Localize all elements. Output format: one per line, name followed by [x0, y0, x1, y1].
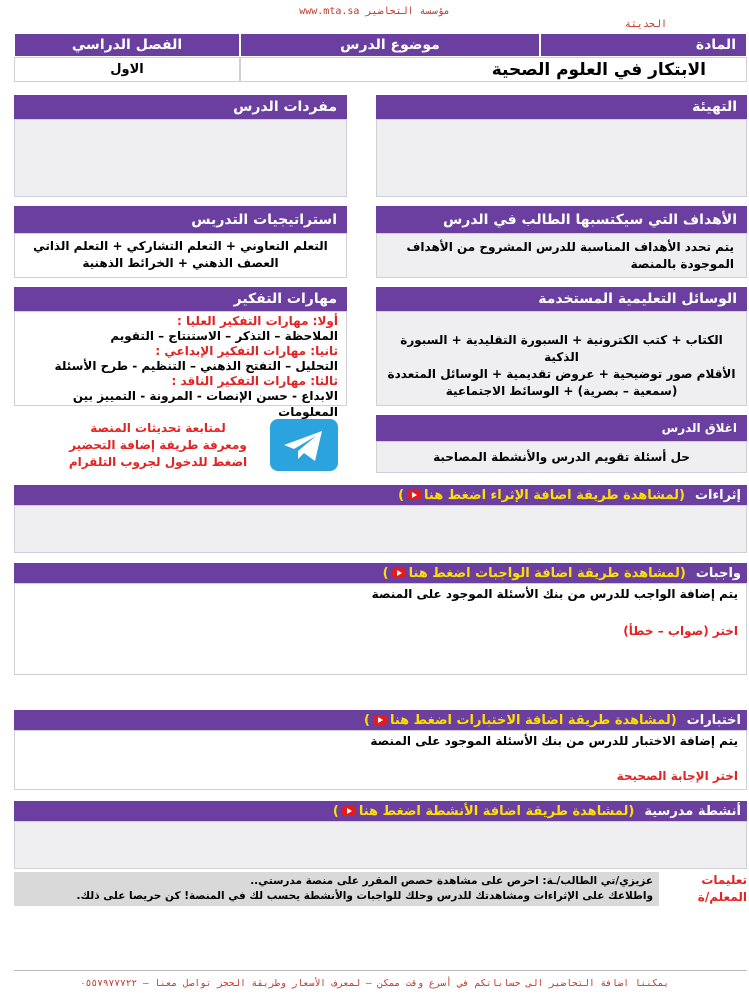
homework-text: يتم إضافة الواجب للدرس من بنك الأسئلة الموجود على المنصة [371, 587, 738, 601]
closing-header: اغلاق الدرس [376, 415, 747, 441]
thinking-h2: ثانيا: مهارات التفكير الإبداعي : [155, 344, 338, 358]
topic-value-cell [240, 57, 747, 82]
org-name-2: الحديثة [624, 19, 667, 30]
strategies-line-2: العصف الذهني + الخرائط الذهنية [82, 256, 279, 270]
activities-link[interactable]: (لمشاهدة طريقة اضافة الأنشطة اضغط هنا) [332, 803, 635, 819]
topic-value: الابتكار في العلوم الصحية [491, 59, 706, 80]
footer-text: يمكننا اضافة التحاضير الى حساباتكم في أسرع وقت ممكن – لمعرف الأسعار وطريقة الحجز تواصل معنا – ٠٥٥٧٩٧٧٧٢٢ [79, 978, 670, 989]
youtube-icon[interactable] [407, 490, 421, 500]
top-branding [0, 6, 749, 17]
strategies-line-1: التعلم التعاوني + التعلم التشاركي + التعلم الذاتي [33, 239, 328, 253]
youtube-icon[interactable] [373, 715, 387, 725]
semester-value: الاول [110, 62, 144, 77]
vocab-header: مفردات الدرس [14, 95, 347, 119]
teacher-body [14, 872, 659, 906]
telegram-line-2: ومعرفة طريقة إضافة التحضير [69, 438, 247, 452]
teacher-label-cell [659, 872, 747, 906]
enrich-header [14, 485, 747, 505]
semester-value-cell [14, 57, 240, 82]
homework-header [14, 563, 747, 583]
enrich-link[interactable]: (لمشاهدة طريقة اضافة الإثراء اضغط هنا) [398, 487, 685, 503]
tests-text: يتم إضافة الاختبار للدرس من بنك الأسئلة الموجود على المنصة [370, 734, 738, 748]
activities-body[interactable] [14, 821, 747, 869]
goals-header: الأهداف التي سيكتسبها الطالب في الدرس [376, 206, 747, 233]
strategies-header: استراتيجيات التدريس [14, 206, 347, 233]
tests-link[interactable]: (لمشاهدة طريقة اضافة الاختبارات اضغط هنا) [364, 712, 677, 728]
thinking-header: مهارات التفكير [14, 287, 347, 311]
warmup-header: التهيئة [376, 95, 747, 119]
tests-title: اختبارات [686, 712, 741, 728]
telegram-line-3: اضغط للدخول لجروب التلقرام [68, 455, 248, 469]
thinking-l1: الملاحظة – التذكر – الاستنتاج – التقويم [110, 329, 338, 343]
enrich-title: إثراءات [694, 487, 741, 503]
teacher-line-1: عزيزي/تي الطالب/ـة: احرص على مشاهدة حصص المقرر على منصة مدرستي.. [250, 875, 653, 887]
vocab-body[interactable] [14, 119, 347, 197]
warmup-body[interactable] [376, 119, 747, 197]
tools-line-1: الكتاب + كتب الكترونية + السبورة التقليدية + السبورة الذكية [400, 333, 723, 364]
thinking-l2: التحليل – التفتح الذهني – التنظيم - طرح الأسئلة [54, 359, 338, 373]
homework-title: واجبات [695, 565, 741, 581]
org-name: مؤسسة التحاضير [365, 6, 450, 17]
telegram-line-1: لمتابعة تحديثات المنصة [90, 421, 226, 435]
youtube-icon[interactable] [392, 568, 406, 578]
tools-line-2: الأقلام صور توضيحية + عروض تقديمية + الوسائل المتعددة [387, 367, 736, 381]
tests-header [14, 710, 747, 730]
tests-body [14, 730, 747, 790]
teacher-label: تعليمات المعلم/ة [697, 873, 747, 904]
goals-body [376, 233, 747, 278]
closing-body [376, 441, 747, 473]
subject-label: المادة [540, 33, 747, 57]
footer-divider [14, 970, 747, 971]
tests-answer: اختر الإجابة الصحيحة [616, 769, 738, 783]
thinking-h3: ثالثا: مهارات التفكير الناقد : [171, 374, 338, 388]
tools-header: الوسائل التعليمية المستخدمة [376, 287, 747, 311]
thinking-l3: الابداع - حسن الإنصات - المرونة - التمييز بين المعلومات [72, 389, 338, 419]
semester-label: الفصل الدراسي [14, 33, 240, 57]
activities-header [14, 801, 747, 821]
org-url[interactable]: www.mta.sa [299, 6, 360, 17]
thinking-h1: أولا: مهارات التفكير العليا : [177, 314, 338, 328]
closing-text: حل أسئلة تقويم الدرس والأنشطة المصاحبة [433, 449, 690, 464]
goals-text: يتم تحدد الأهداف المناسبة للدرس المشروح من الأهداف الموجودة بالمنصة [406, 240, 734, 271]
homework-body [14, 583, 747, 675]
activities-title: أنشطة مدرسية [644, 803, 741, 819]
homework-answer: اختر (صواب – خطأ) [623, 624, 738, 638]
topic-label: موضوع الدرس [240, 33, 540, 57]
telegram-promo-text[interactable] [58, 420, 258, 471]
enrich-body[interactable] [14, 505, 747, 553]
tools-body [376, 311, 747, 406]
homework-link[interactable]: (لمشاهدة طريقة اضافة الواجبات اضغط هنا) [382, 565, 686, 581]
teacher-line-2: واطلاعك على الإثراءات ومشاهدتك للدرس وحلك للواجبات والأنشطة يحسب لك في المنصة! كن حريصا على ذلك. [76, 890, 653, 902]
thinking-body [14, 311, 347, 419]
youtube-icon[interactable] [342, 806, 356, 816]
tools-line-3: (سمعية – بصرية) + الوسائط الاجتماعية [445, 384, 678, 398]
telegram-icon[interactable] [270, 419, 338, 471]
strategies-body [14, 233, 347, 278]
